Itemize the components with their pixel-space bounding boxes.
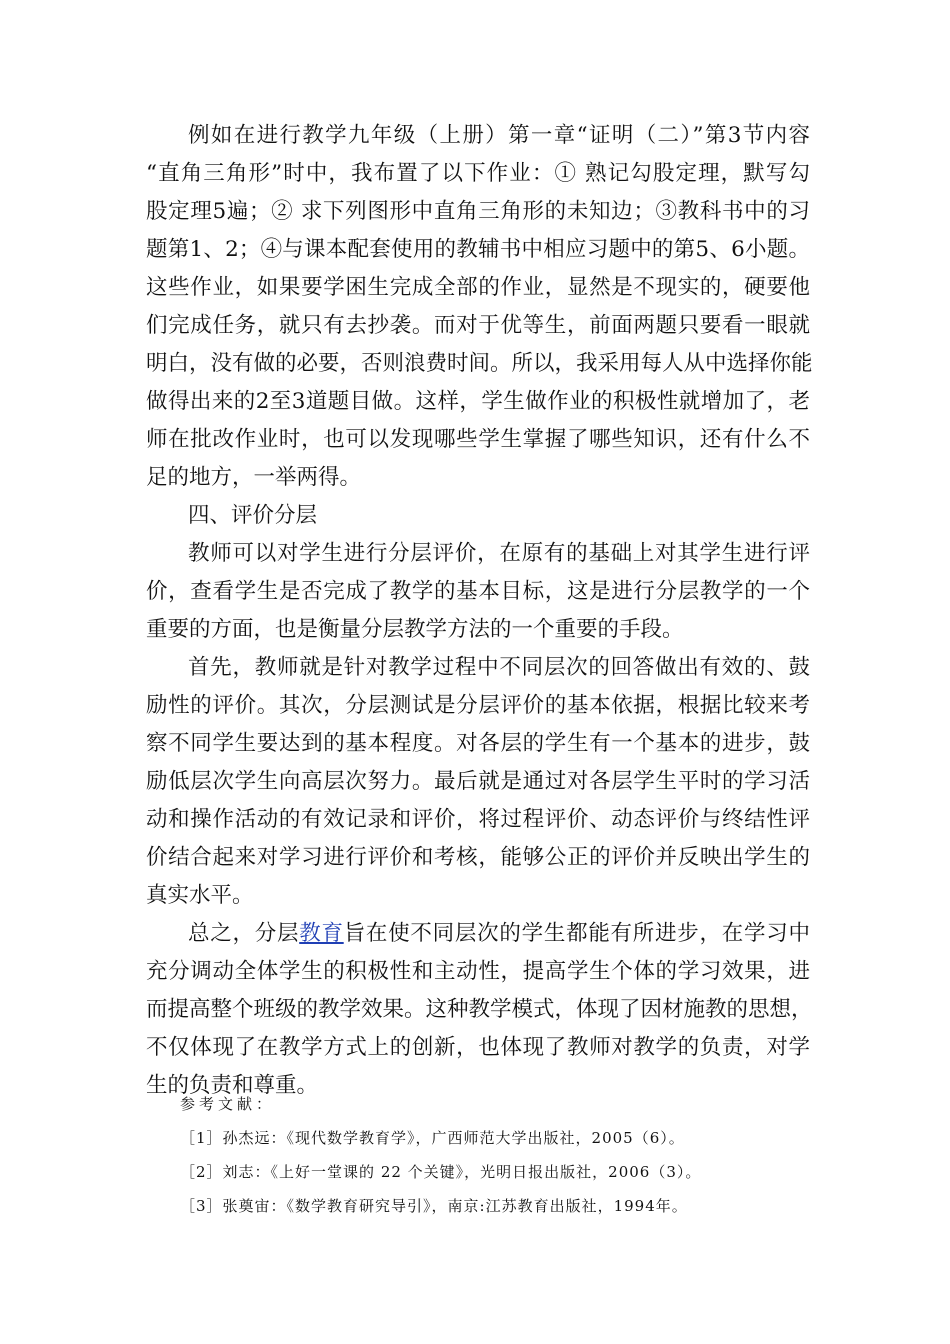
paragraph-line: 而提高整个班级的教学效果。这种教学模式，体现了因材施教的思想， <box>146 997 813 1022</box>
reference-item: ［1］孙杰远：《现代数学教育学》，广西师范大学出版社，2005（6）。 <box>180 1129 685 1147</box>
paragraph-line: 股定理5遍；② 求下列图形中直角三角形的未知边；③教科书中的习 <box>146 199 810 224</box>
paragraph-line: 价结合起来对学习进行评价和考核，能够公正的评价并反映出学生的 <box>146 845 810 870</box>
paragraph-text: 总之，分层 <box>188 921 300 946</box>
paragraph-line: 动和操作活动的有效记录和评价，将过程评价、动态评价与终结性评 <box>146 807 810 832</box>
paragraph-line: 重要的方面，也是衡量分层教学方法的一个重要的手段。 <box>146 617 684 642</box>
paragraph-line: 师在批改作业时，也可以发现哪些学生掌握了哪些知识，还有什么不 <box>146 427 810 452</box>
paragraph-line: 生的负责和尊重。 <box>146 1073 319 1098</box>
section-heading: 四、评价分层 <box>188 503 318 528</box>
paragraph-line: 价，查看学生是否完成了教学的基本目标，这是进行分层教学的一个 <box>146 579 810 604</box>
reference-item: ［3］张奠宙：《数学教育研究导引》，南京:江苏教育出版社，1994年。 <box>180 1197 688 1215</box>
paragraph-text: 旨在使不同层次的学生都能有所进步，在学习中 <box>343 921 810 946</box>
paragraph-line: 明白，没有做的必要，否则浪费时间。所以，我采用每人从中选择你能 <box>146 351 813 376</box>
paragraph-line: 励性的评价。其次，分层测试是分层评价的基本依据，根据比较来考 <box>146 693 810 718</box>
paragraph-line: 做得出来的2至3道题目做。这样，学生做作业的积极性就增加了，老 <box>146 389 810 414</box>
paragraph-line: 教师可以对学生进行分层评价，在原有的基础上对其学生进行评 <box>188 541 810 566</box>
paragraph-line: “直角三角形”时中，我布置了以下作业：① 熟记勾股定理，默写勾 <box>146 161 810 186</box>
references-title: 参考文献： <box>180 1095 276 1113</box>
education-link[interactable]: 教育 <box>299 921 344 946</box>
paragraph-line: 足的地方，一举两得。 <box>146 465 362 490</box>
paragraph-line: 充分调动全体学生的积极性和主动性，提高学生个体的学习效果，进 <box>146 959 810 984</box>
paragraph-line <box>188 915 810 953</box>
paragraph-line: 这些作业，如果要学困生完成全部的作业，显然是不现实的，硬要他 <box>146 275 810 300</box>
paragraph-line: 例如在进行教学九年级（上册）第一章“证明（二）”第3节内容 <box>188 123 810 148</box>
paragraph-line: 励低层次学生向高层次努力。最后就是通过对各层学生平时的学习活 <box>146 769 810 794</box>
paragraph-line: 们完成任务，就只有去抄袭。而对于优等生，前面两题只要看一眼就 <box>146 313 810 338</box>
paragraph-line: 不仅体现了在教学方式上的创新，也体现了教师对教学的负责，对学 <box>146 1035 810 1060</box>
paragraph-line: 真实水平。 <box>146 883 254 908</box>
reference-item: ［2］刘志：《上好一堂课的 22 个关键》，光明日报出版社，2006（3）。 <box>180 1163 702 1181</box>
paragraph-line: 察不同学生要达到的基本程度。对各层的学生有一个基本的进步，鼓 <box>146 731 810 756</box>
paragraph-line: 首先，教师就是针对教学过程中不同层次的回答做出有效的、鼓 <box>188 655 810 680</box>
paragraph-line: 题第1、2；④与课本配套使用的教辅书中相应习题中的第5、6小题。 <box>146 237 810 262</box>
